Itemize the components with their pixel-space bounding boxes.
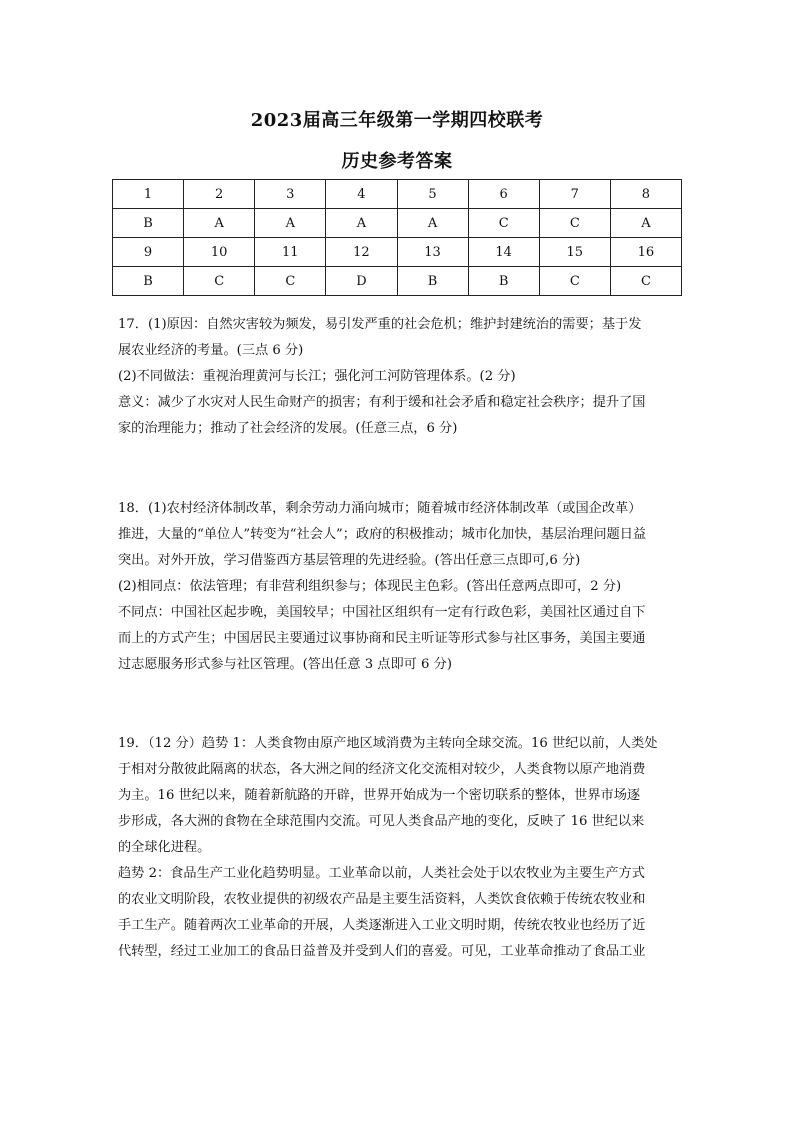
table-cell: 7 <box>539 180 610 209</box>
text-line: 为主。16 世纪以来，随着新航路的开辟，世界开始成为一个密切联系的整体，世界市场逐 <box>118 788 641 803</box>
table-cell: 14 <box>468 238 539 267</box>
text-line: 步形成，各大洲的食物在全球范围内交流。可见人类食品产地的变化，反映了 16 世纪以来 <box>118 814 645 829</box>
table-cell: D <box>326 267 397 296</box>
table-cell: B <box>397 267 468 296</box>
table-row <box>113 238 682 267</box>
question-19-answer <box>118 731 680 965</box>
text-line: 19．（12 分）趋势 1：人类食物由原产地区域消费为主转向全球交流。16 世纪以前，人类处 <box>118 736 658 751</box>
table-cell: 1 <box>113 180 184 209</box>
table-cell: A <box>326 209 397 238</box>
text-line: 趋势 2：食品生产工业化趋势明显。工业革命以前，人类社会处于以农牧业为主要生产方式 <box>118 866 645 881</box>
table-row <box>113 180 682 209</box>
text-line: 突出。对外开放，学习借鉴西方基层管理的先进经验。(答出任意三点即可,6 分) <box>118 553 581 568</box>
table-cell: C <box>539 267 610 296</box>
table-cell: C <box>255 267 326 296</box>
table-cell: B <box>468 267 539 296</box>
table-cell: 3 <box>255 180 326 209</box>
table-cell: 4 <box>326 180 397 209</box>
text-line: (2)不同做法：重视治理黄河与长江；强化河工河防管理体系。(2 分) <box>118 369 516 384</box>
table-cell: B <box>113 267 184 296</box>
text-line: 展农业经济的考量。(三点 6 分) <box>118 343 304 358</box>
table-cell: 13 <box>397 238 468 267</box>
document-title: 2023届高三年级第一学期四校联考 <box>250 110 544 131</box>
table-cell: 8 <box>610 180 681 209</box>
text-line: 意义：减少了水灾对人民生命财产的损害；有利于缓和社会矛盾和稳定社会秩序；提升了国 <box>118 395 646 410</box>
text-line: 18．(1)农村经济体制改革，剩余劳动力涌向城市；随着城市经济体制改革（或国企改革） <box>118 501 642 516</box>
table-cell: C <box>539 209 610 238</box>
table-cell: 5 <box>397 180 468 209</box>
table-cell: A <box>184 209 255 238</box>
text-line: 推进，大量的“单位人”转变为“社会人”；政府的积极推动；城市化加快，基层治理问题日益 <box>118 527 647 542</box>
text-line: 17．(1)原因：自然灾害较为频发，易引发严重的社会危机；维护封建统治的需要；基于发 <box>118 317 642 332</box>
text-line: 代转型，经过工业加工的食品日益普及并受到人们的喜爱。可见，工业革命推动了食品工业 <box>118 944 646 959</box>
table-cell: C <box>184 267 255 296</box>
table-cell: 9 <box>113 238 184 267</box>
text-line: (2)相同点：依法管理；有非营利组织参与；体现民主色彩。(答出任意两点即可，2 分) <box>118 579 622 594</box>
text-line: 的农业文明阶段，农牧业提供的初级农产品是主要生活资料，人类饮食依赖于传统农牧业和 <box>118 892 646 907</box>
question-17-answer <box>118 312 680 442</box>
table-row <box>113 267 682 296</box>
table-cell: A <box>255 209 326 238</box>
text-line: 的全球化进程。 <box>118 840 211 855</box>
table-cell: 15 <box>539 238 610 267</box>
table-cell: A <box>397 209 468 238</box>
table-cell: 10 <box>184 238 255 267</box>
text-line: 而上的方式产生；中国居民主要通过议事协商和民主听证等形式参与社区事务，美国主要通 <box>118 631 646 646</box>
question-18-answer <box>118 496 680 678</box>
table-cell: A <box>610 209 681 238</box>
table-row <box>113 209 682 238</box>
document-subtitle: 历史参考答案 <box>341 151 453 172</box>
table-cell: 6 <box>468 180 539 209</box>
table-cell: C <box>468 209 539 238</box>
text-line: 家的治理能力；推动了社会经济的发展。(任意三点，6 分) <box>118 421 458 436</box>
table-cell: C <box>610 267 681 296</box>
text-line: 于相对分散彼此隔离的状态，各大洲之间的经济文化交流相对较少，人类食物以原产地消费 <box>118 762 646 777</box>
answer-table <box>112 179 682 296</box>
text-line: 不同点：中国社区起步晚，美国较早；中国社区组织有一定有行政色彩，美国社区通过自下 <box>118 605 646 620</box>
text-line: 过志愿服务形式参与社区管理。(答出任意 3 点即可 6 分) <box>118 657 452 672</box>
table-cell: 16 <box>610 238 681 267</box>
table-cell: 12 <box>326 238 397 267</box>
table-cell: 2 <box>184 180 255 209</box>
table-cell: B <box>113 209 184 238</box>
text-line: 手工生产。随着两次工业革命的开展，人类逐渐进入工业文明时期，传统农牧业也经历了近 <box>118 918 646 933</box>
table-cell: 11 <box>255 238 326 267</box>
